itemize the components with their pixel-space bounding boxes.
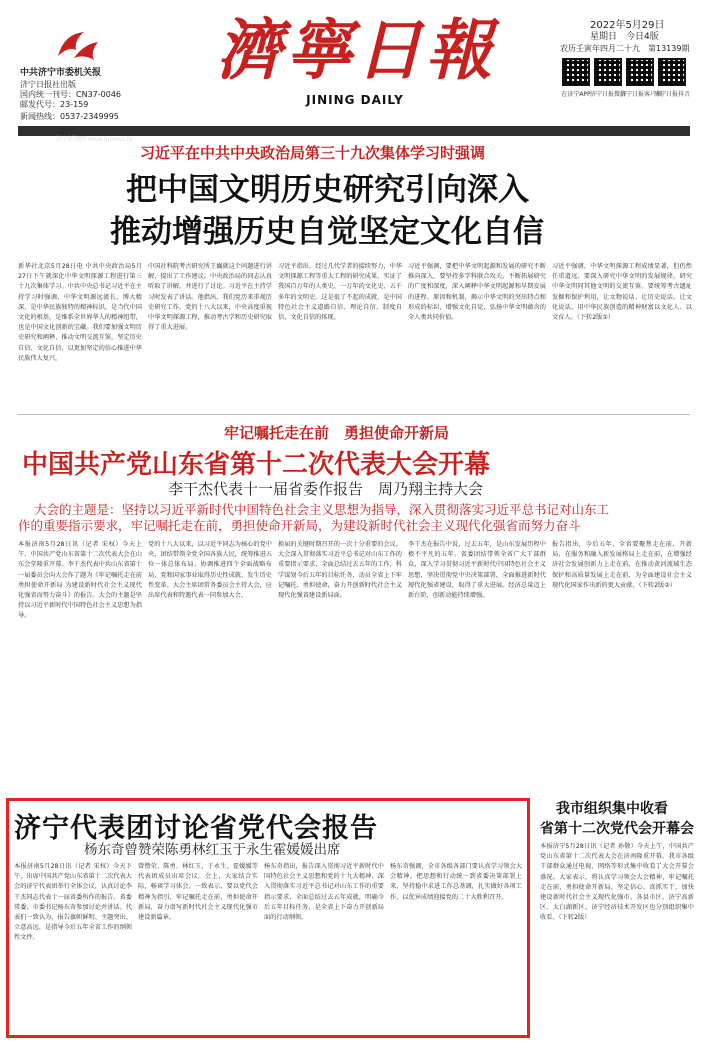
party-emblem-icon bbox=[54, 28, 100, 62]
lead-column: 习近平强调，要把中华文明起源和发展的研究不断推向深入，要坚持多学科联合攻关，不断拓展研究的广度和深度，深入阐释中华文明起源和早期发展的进程、原因和机制，揭示中华文明的突出特点和形成的标识，增强文化自觉，弘扬中华文明蕴含的全人类共同价值。 bbox=[408, 263, 546, 322]
report-subhead: 杨东奇曾赞荣陈勇林红玉于永生霍媛媛出席 bbox=[84, 842, 341, 858]
congress-theme-line-1: 大会的主题是：坚持以习近平新时代中国特色社会主义思想为指导，深入贯彻落实习近平总书记对山东工 bbox=[34, 502, 610, 517]
qr-caption: 济宁日报抖音 bbox=[653, 91, 690, 98]
report-headline: 济宁代表团讨论省党代会报告 bbox=[14, 813, 378, 844]
lead-headline-2: 推动增强历史自觉坚定文化自信 bbox=[110, 214, 544, 250]
post-code: 邮发代号：23-159 bbox=[20, 100, 89, 109]
congress-kicker: 牢记嘱托走在前 勇担使命开新局 bbox=[224, 424, 450, 442]
lead-column: 习近平指出，经过几代学者的接续努力，中华文明探源工程等重大工程的研究成果，实证了我国百万年的人类史、一万年的文化史、五千多年的文明史。这是很了不起的成就，是中国特色社会主义道路自信、理论自信、制度自信、文化自信的体现。 bbox=[278, 263, 402, 322]
lead-column: 习近平强调，中华文明探源工程成绩显著，但仍然任重道远。要深入研究中华文明的发展规律，研究中华文明同其他文明的交流互鉴。要统筹考古遗址发掘和保护利用，让文物说话、让历史说话、让文化说话，用中华民族创造的精神财富以文化人、以文育人。（下转2版①） bbox=[552, 263, 692, 322]
publisher: 济宁日报社出版 bbox=[20, 80, 76, 89]
congress-column: 李干杰在报告中说，过去五年，是山东发展历程中极不平凡的五年。省委团结带领全省广大干部群众，深入学习贯彻习近平新时代中国特色社会主义思想，坚决贯彻党中央决策部署，全面推进新时代现代化强省建设，取得了重大进展。经济总量迈上新台阶，创新动能持续增强。 bbox=[408, 541, 546, 600]
issue-date: 2022年5月29日 bbox=[590, 20, 665, 31]
congress-subhead: 李干杰代表十一届省委作报告 周乃翔主持大会 bbox=[168, 480, 484, 498]
lead-column: 新华社北京5月28日电 中共中央政治局5月27日下午就深化中华文明探源工程进行第三十九次集体学习。中共中央总书记习近平在主持学习时强调，中华文明源远流长，博大精深，是中华民族独特的精神标识，是当代中国文化的根基，是维系全世界华人的精神纽带，也是中国文化创新的宝藏。我们要加强文明历史研究和阐释，推动文明交流互鉴，坚定历史自信、文化自信，以更加坚定的信心推进中华民族伟大复兴。 bbox=[18, 263, 142, 362]
congress-column: 换届的关键时期召开的一次十分重要的会议。大会深入贯彻落实习近平总书记对山东工作的重要指示要求，全面总结过去五年的工作，科学谋划今后五年的目标任务，动员全省上下牢记嘱托、勇担使命，奋力开创新时代社会主义现代化强省建设新局面。 bbox=[278, 541, 402, 600]
congress-column: 报告指出，今后五年，全省要聚焦走在前、开新局，在服务和融入新发展格局上走在前，在增强经济社会发展创新力上走在前，在推动黄河流域生态保护和高质量发展上走在前，为全面建设社会主义现代化国家作出新的更大贡献。（下转2版②） bbox=[552, 541, 692, 589]
qr-code-icon[interactable] bbox=[594, 58, 622, 86]
divider bbox=[18, 414, 690, 415]
qr-code-icon[interactable] bbox=[562, 58, 590, 86]
website-link[interactable]: 济宁新闻网 www.jnnews.tv bbox=[56, 136, 133, 143]
side-story-body: 本报济宁5月28日讯（记者 孙敬）今天上午，中国共产党山东省第十二次代表大会在济南隆重开幕。我市各级干部群众通过电视、网络等形式集中收看了大会开幕会盛况。大家表示，将认真学习领会大会精神，牢记嘱托走在前，勇担使命开新局，坚定信心、真抓实干，加快建设新时代社会主义现代化强市。各县市区、济宁高新区、太白湖新区、济宁经济技术开发区也分别组织集中收看。（下转2版） bbox=[540, 843, 694, 922]
qr-code-icon[interactable] bbox=[626, 58, 654, 86]
newspaper-title-en: JINING DAILY bbox=[306, 93, 404, 107]
report-column: 曾赞荣、陈勇、林红玉、于永生、霍媛媛等代表团成员出席会议。会上，大家结合实际，畅谈学习体会，一致表示，要以党代会精神为指引，牢记嘱托走在前，勇担使命开新局，奋力谱写新时代社会主义现代化强市建设新篇章。 bbox=[138, 863, 258, 922]
qr-caption: 在济宁APP bbox=[561, 91, 591, 98]
issue-lunar: 农历壬寅年四月二十九 第13139期 bbox=[560, 44, 690, 53]
cn-code: 国内统一刊号：CN37-0046 bbox=[20, 90, 121, 99]
report-column: 杨东奇强调，全市各级各部门要认真学习领会大会精神，把思想和行动统一到省委决策部署上来，坚持稳中求进工作总基调，扎实做好各项工作，以优异成绩迎接党的二十大胜利召开。 bbox=[390, 863, 522, 901]
side-headline-2: 省第十二次党代会开幕会 bbox=[540, 821, 694, 837]
issue-weekday: 星期日 今日4版 bbox=[590, 32, 659, 42]
org-name: 中共济宁市委机关报 bbox=[20, 68, 102, 78]
hotline: 新闻热线：0537-2349995 bbox=[20, 112, 119, 121]
newspaper-title: 濟寧日報 bbox=[216, 11, 496, 89]
side-headline-1: 我市组织集中收看 bbox=[556, 801, 668, 817]
lead-column: 中国社科院考古研究所王巍就这个问题进行讲解，提出了工作建议。中央政治局的同志认真听取了讲解，并进行了讨论。习近平在主持学习时发表了讲话。他指出，我们党历来重视历史研究工作。党的十八大以来，中央高度重视中华文明探源工程，推动考古学和历史研究取得了重大进展。 bbox=[148, 263, 272, 332]
report-column: 本报济南5月28日讯（记者 宋权）今天下午，出席中国共产党山东省第十二次代表大会的济宁代表团举行全体会议，认真讨论李干杰同志代表十一届省委所作的报告。省委常委、市委书记杨东奇参加讨论并讲话。代表们一致认为，报告旗帜鲜明、主题突出、立意高远，是指导今后五年全省工作的纲领性文件。 bbox=[14, 863, 132, 942]
lead-kicker: 习近平在中共中央政治局第三十九次集体学习时强调 bbox=[140, 144, 486, 162]
congress-column: 本报济南5月28日讯（记者 宋权）今天上午，中国共产党山东省第十二次代表大会在山东会堂隆重开幕。李干杰代表中共山东省第十一届委员会向大会作了题为《牢记嘱托走在前 勇担使命开新局 为建设新时代社会主义现代化强省而努力奋斗》的报告。大会的主题是坚持以习近平新时代中国特色社会主义思想为指导。 bbox=[18, 541, 142, 620]
masthead bbox=[0, 0, 708, 128]
congress-column: 党的十八大以来，以习近平同志为核心的党中央，团结带领全党全国各族人民，统筹推进五位一体总体布局、协调推进四个全面战略布局，党和国家事业取得历史性成就、发生历史性变革。大会主席团常务委员会主持大会，应出席代表和特邀代表一同参加大会。 bbox=[148, 541, 272, 600]
congress-theme-line-2: 作的重要指示要求，牢记嘱托走在前，勇担使命开新局，为建设新时代社会主义现代化强省而努力奋斗 bbox=[18, 518, 581, 533]
report-column: 杨东奇指出，报告深入贯彻习近平新时代中国特色社会主义思想和党的十九大精神，深入贯彻落实习近平总书记对山东工作的重要指示要求，全面总结过去五年成就，明确今后五年目标任务，是全省上下奋力开创新局面的行动纲领。 bbox=[264, 863, 384, 922]
website-strip bbox=[18, 126, 690, 143]
qr-code-icon[interactable] bbox=[658, 58, 686, 86]
qr-caption: 济宁日报微信 bbox=[589, 91, 626, 98]
congress-headline: 中国共产党山东省第十二次代表大会开幕 bbox=[22, 450, 491, 480]
lead-headline-1: 把中国文明历史研究引向深入 bbox=[126, 172, 529, 208]
qr-caption: 济宁日报客户端 bbox=[620, 91, 663, 98]
